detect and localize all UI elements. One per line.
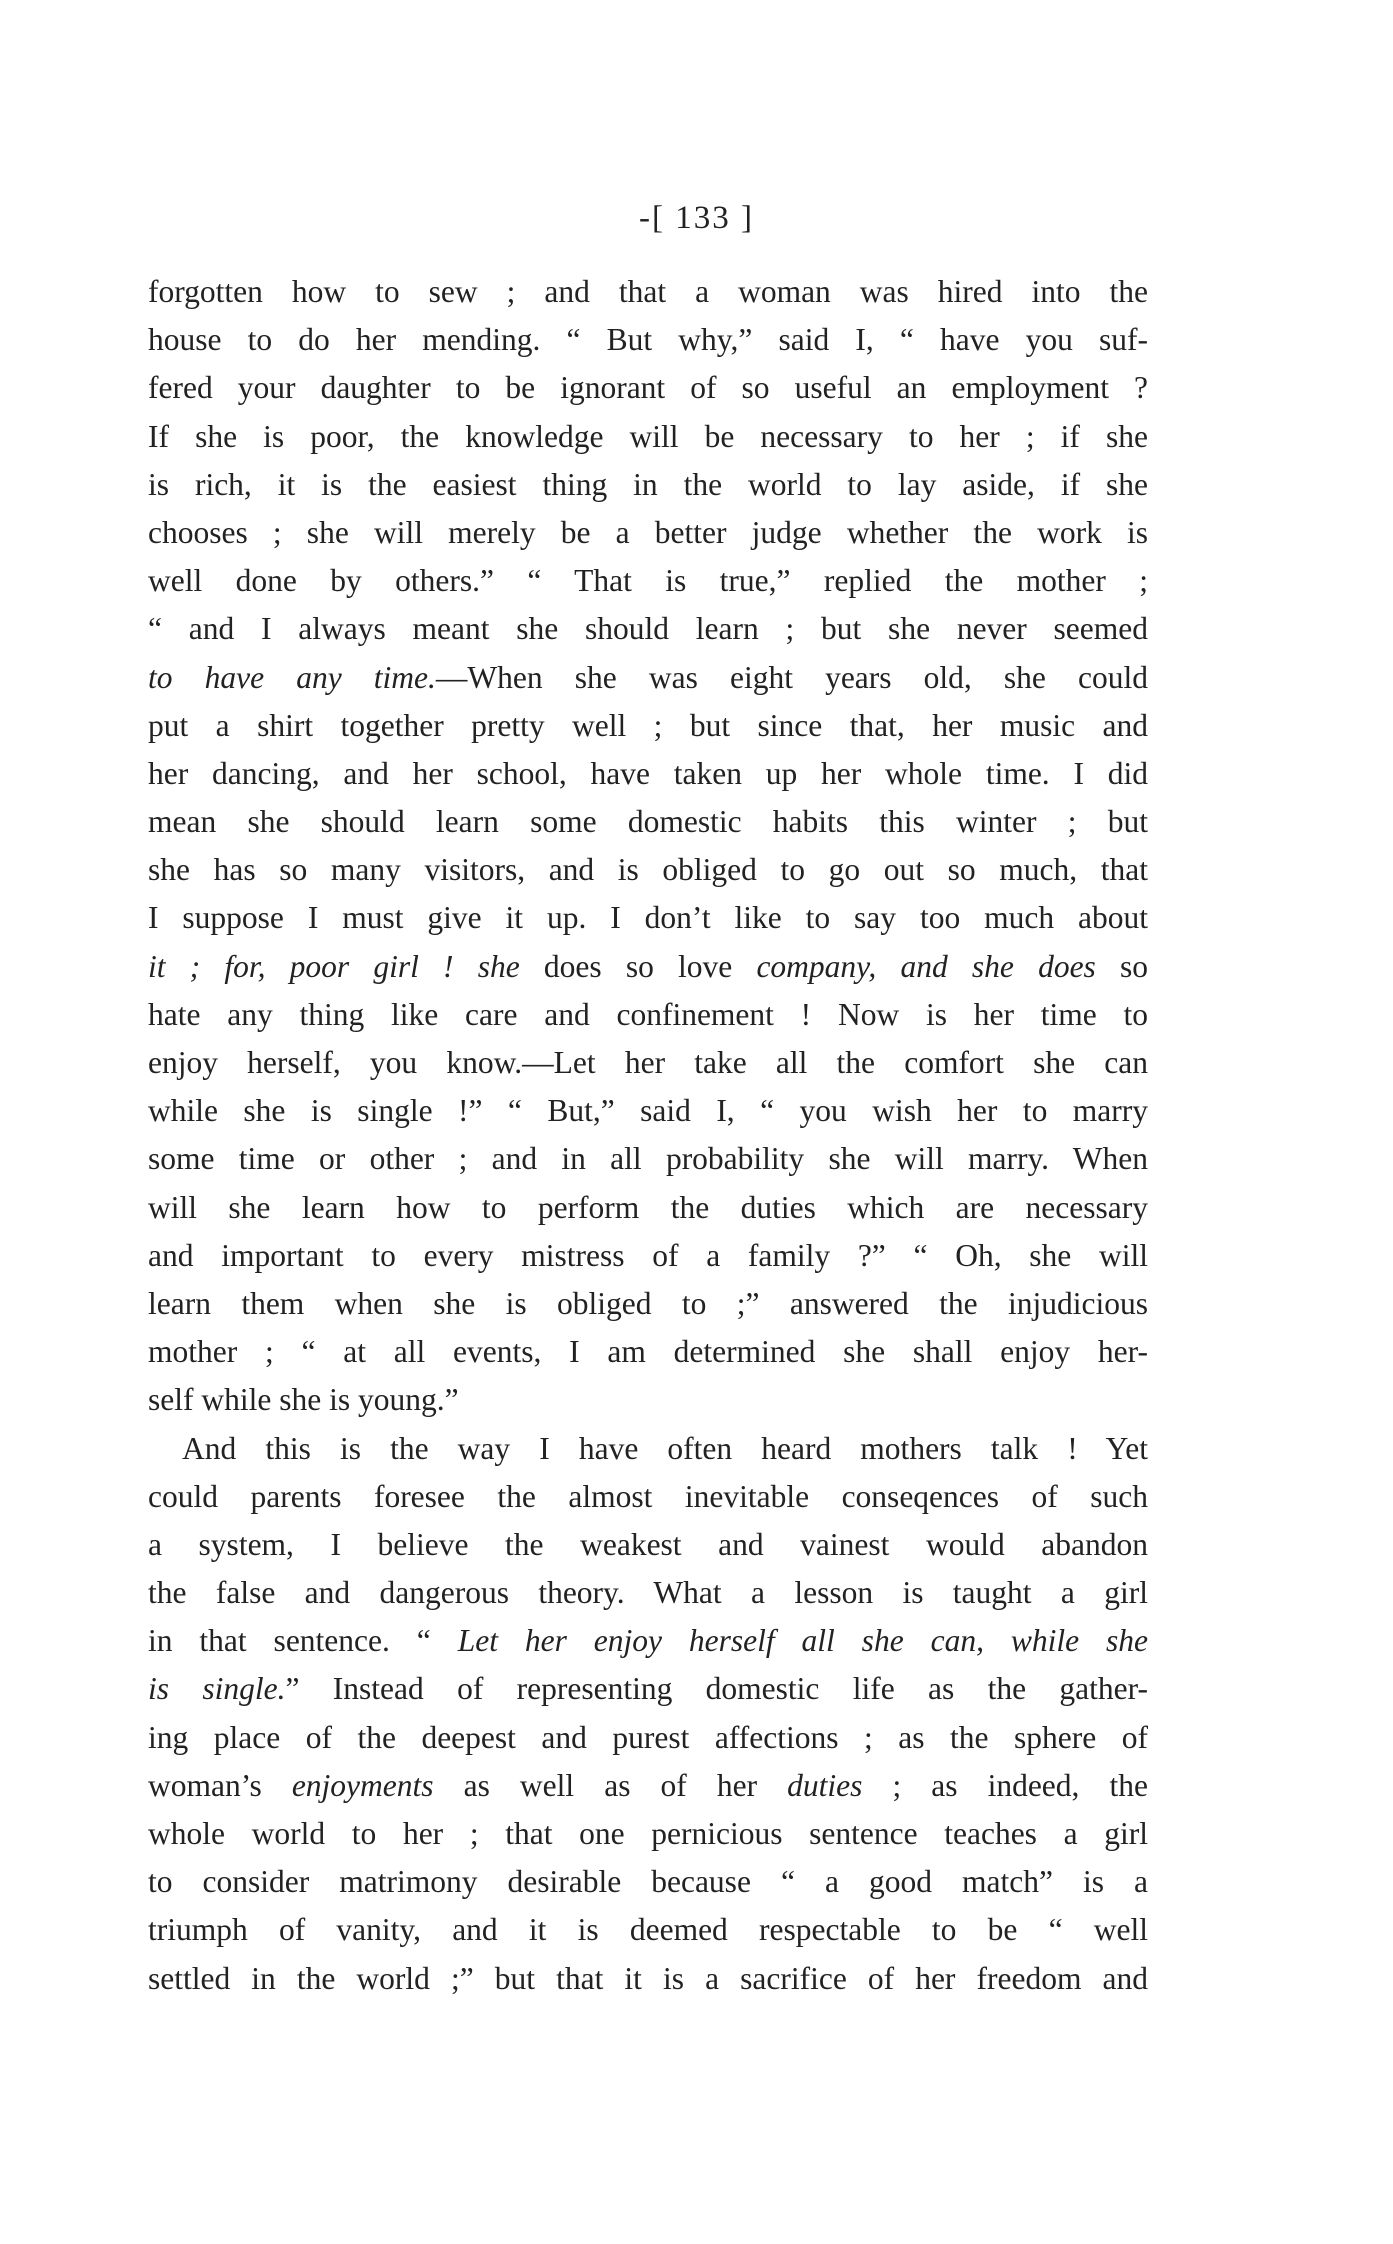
text-line (148, 1473, 1148, 1521)
text-line (148, 1762, 1148, 1810)
text-segment: —When she was eight years old, she could (435, 659, 1148, 695)
italic-text: enjoyments (291, 1767, 434, 1803)
text-line (148, 1955, 1148, 2003)
text-segment: mean she should learn some domestic habits this winter ; but (148, 804, 1148, 840)
page-number: -[ 133 ] (639, 200, 754, 236)
italic-text: to have any time. (148, 659, 436, 695)
text-segment: ” Instead of representing domestic life as the gather- (285, 1671, 1148, 1707)
text-segment: a system, I believe the weakest and vainest would abandon (148, 1526, 1148, 1562)
text-segment: whole world to her ; that one pernicious sentence teaches a girl (148, 1816, 1148, 1851)
text-line (148, 413, 1148, 461)
text-segment: in that sentence. “ (148, 1623, 458, 1659)
italic-text: duties (787, 1767, 863, 1803)
text-line (148, 1521, 1148, 1569)
text-line (148, 557, 1148, 605)
text-line (148, 1425, 1148, 1473)
text-line (148, 846, 1148, 894)
text-line (148, 1280, 1148, 1328)
text-segment: self while she is young.” (148, 1382, 459, 1418)
text-segment: triumph of vanity, and it is deemed respectable to be “ well (148, 1912, 1148, 1948)
text-line (148, 1087, 1148, 1135)
text-segment: chooses ; she will merely be a better judge whether the work is (148, 514, 1148, 550)
text-line (148, 798, 1148, 846)
text-line (148, 654, 1148, 702)
text-segment: hate any thing like care and confinement ! Now is her time to (148, 996, 1148, 1032)
text-segment: ing place of the deepest and purest affections ; as the sphere of (148, 1719, 1148, 1755)
text-line (148, 1184, 1148, 1232)
text-segment: put a shirt together pretty well ; but since that, her music and (148, 707, 1148, 743)
text-line (148, 461, 1148, 509)
text-line (148, 1376, 1148, 1424)
text-line (148, 1906, 1148, 1954)
text-segment: she has so many visitors, and is obliged to go out so much, that (148, 852, 1148, 888)
text-line (148, 943, 1148, 991)
italic-text: is single. (148, 1671, 286, 1707)
text-segment: house to do her mending. “ But why,” said I, “ have you suf- (148, 322, 1148, 358)
text-segment: forgotten how to sew ; and that a woman was hired into the (148, 274, 1148, 309)
text-line (148, 1135, 1148, 1183)
italic-text: Let her enjoy herself all she can, while she (457, 1623, 1149, 1659)
text-line (148, 1232, 1148, 1280)
text-line (148, 509, 1148, 557)
text-line (148, 364, 1148, 412)
text-segment: If she is poor, the knowledge will be necessary to her ; if she (148, 418, 1148, 454)
text-line (148, 750, 1148, 798)
text-segment: is rich, it is the easiest thing in the world to lay aside, if she (148, 466, 1148, 502)
text-segment: learn them when she is obliged to ;” answered the injudicious (148, 1285, 1148, 1321)
text-line (148, 605, 1148, 653)
text-line (148, 702, 1148, 750)
text-segment: so (1095, 948, 1149, 984)
text-line (148, 1328, 1148, 1376)
text-segment: fered your daughter to be ignorant of so useful an employment ? (148, 370, 1148, 406)
text-line (148, 894, 1148, 942)
text-line (148, 991, 1148, 1039)
text-line (148, 316, 1148, 364)
text-segment: the false and dangerous theory. What a lesson is taught a girl (148, 1575, 1148, 1611)
text-segment: woman’s (148, 1767, 292, 1803)
text-segment: ; as indeed, the (862, 1767, 1148, 1803)
text-segment: does so love (543, 948, 757, 984)
text-segment: enjoy herself, you know.—Let her take all the comfort she can (148, 1045, 1148, 1080)
text-segment: I suppose I must give it up. I don’t like to say too much about (148, 900, 1148, 936)
text-line (148, 1569, 1148, 1617)
text-segment: her dancing, and her school, have taken up her whole time. I did (148, 755, 1148, 791)
text-segment: while she is single !” “ But,” said I, “ you wish her to marry (148, 1093, 1148, 1129)
italic-text: it ; for, poor girl ! she (148, 948, 544, 984)
body-text (148, 268, 1148, 2003)
text-segment: will she learn how to perform the duties which are necessary (148, 1189, 1148, 1225)
text-segment: and important to every mistress of a family ?” “ Oh, she will (148, 1237, 1148, 1273)
text-segment: settled in the world ;” but that it is a sacrifice of her freedom and (148, 1960, 1148, 1996)
text-line (148, 1039, 1148, 1087)
italic-text: company, and she does (756, 948, 1096, 984)
text-segment: as well as of her (433, 1767, 788, 1803)
text-segment: “ and I always meant she should learn ; but she never seemed (148, 611, 1148, 647)
text-line (148, 1617, 1148, 1665)
text-line (148, 1810, 1148, 1858)
text-line (148, 1714, 1148, 1762)
text-segment: well done by others.” “ That is true,” replied the mother ; (148, 563, 1148, 599)
text-segment: some time or other ; and in all probability she will marry. When (148, 1141, 1148, 1177)
text-segment: And this is the way I have often heard mothers talk ! Yet (182, 1430, 1148, 1466)
text-segment: to consider matrimony desirable because “ a good match” is a (148, 1864, 1148, 1900)
text-line (148, 268, 1148, 316)
text-segment: mother ; “ at all events, I am determined she shall enjoy her- (148, 1334, 1148, 1370)
text-segment: could parents foresee the almost inevitable conseqences of such (148, 1478, 1148, 1514)
text-line (148, 1858, 1148, 1906)
text-line (148, 1665, 1148, 1713)
